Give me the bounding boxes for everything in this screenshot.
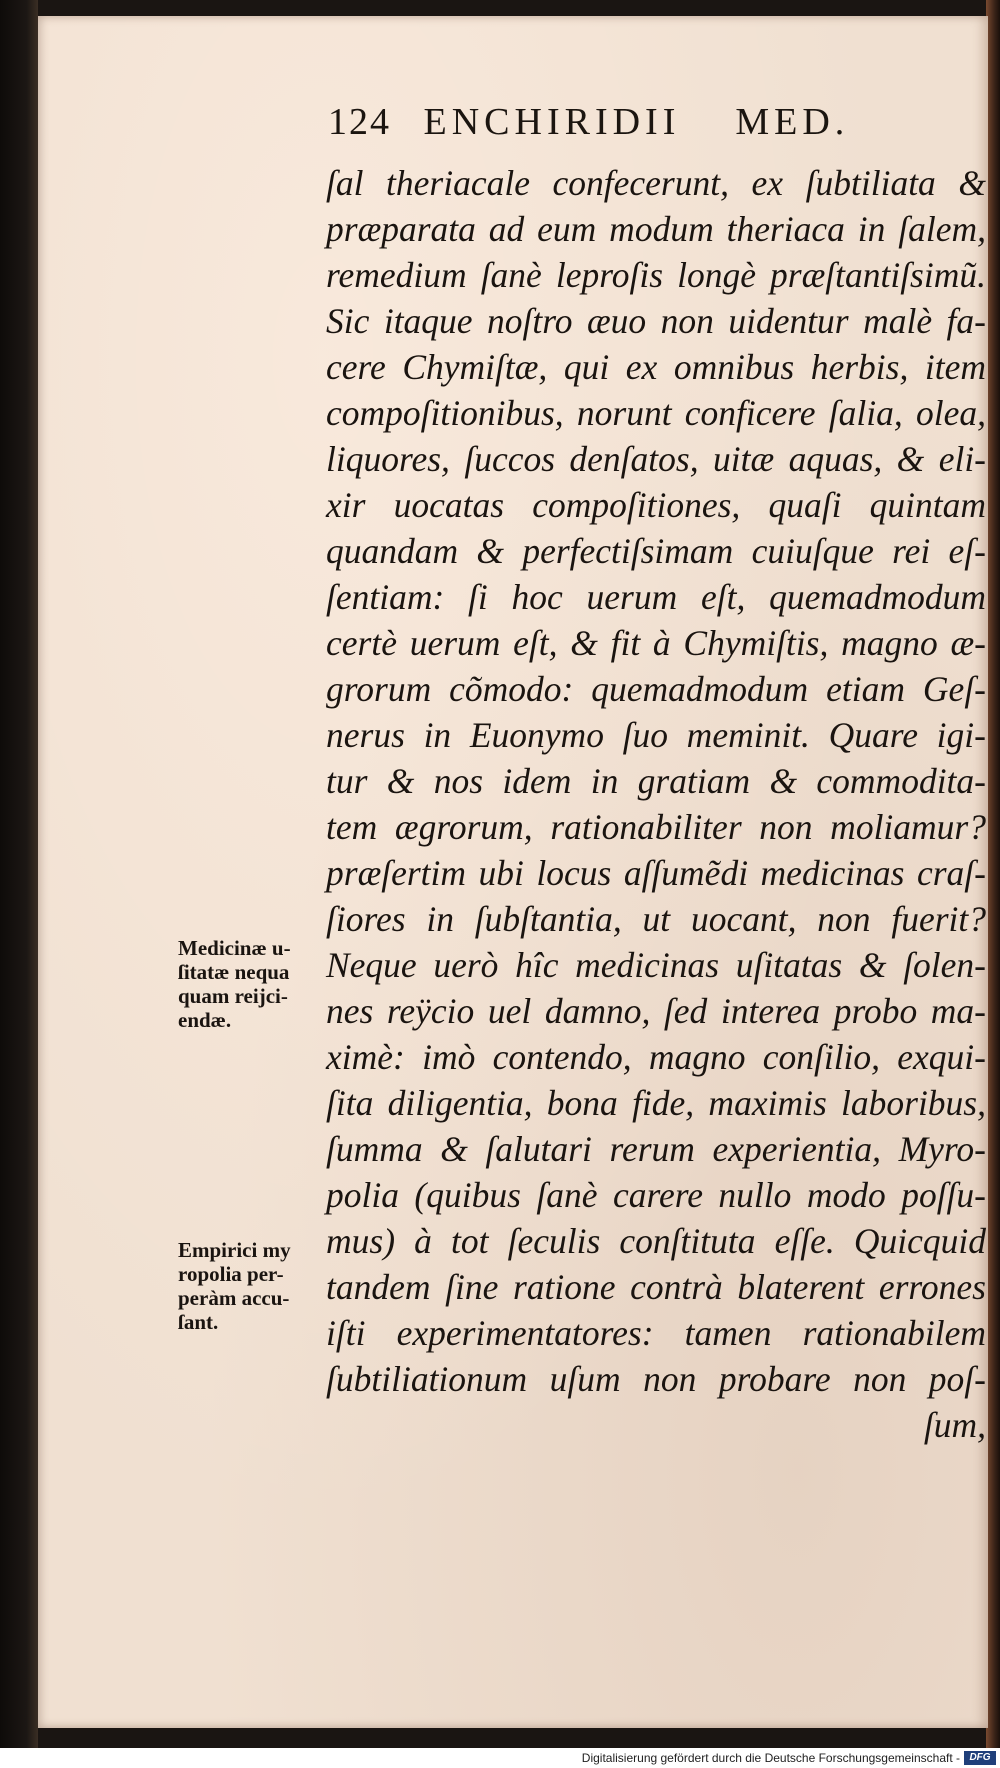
text-line: remedium ſanè leproſis longè præſtantiſsimũ. (326, 255, 986, 295)
text-line: tem ægrorum, rationabiliter non moliamur? (326, 807, 986, 847)
text-line: ſumma & ſalutari rerum experientia, Myro- (326, 1129, 986, 1169)
marginal-note-2 (178, 1238, 328, 1334)
book-edge-right (986, 0, 1000, 1768)
dfg-logo: DFG (964, 1751, 996, 1765)
text-line: ſubtiliationum uſum non probare non poſ- (326, 1359, 986, 1399)
text-line: iſti experimentatores: tamen rationabilem (326, 1313, 986, 1353)
marginal-note-line: quam reijci- (178, 984, 288, 1008)
running-title-2: MED. (735, 101, 850, 143)
marginal-note-line: Empirici my (178, 1238, 291, 1262)
text-line: ſum, (923, 1405, 986, 1445)
text-line: mus) à tot ſeculis conſtituta eſſe. Quicquid (326, 1221, 986, 1261)
book-edge-left (0, 0, 38, 1768)
text-line: nes reÿcio uel damno, ſed interea probo ma- (326, 991, 986, 1031)
text-line: ſita diligentia, bona fide, maximis laboribus, (326, 1083, 986, 1123)
running-head (328, 100, 849, 144)
text-line: ſal theriacale confecerunt, ex ſubtiliata & (326, 163, 986, 203)
marginal-note-line: ſitatæ nequa (178, 960, 290, 984)
text-line: nerus in Euonymo ſuo meminit. Quare igi- (326, 715, 986, 755)
marginal-note-line: ropolia per- (178, 1262, 284, 1286)
text-line: præſertim ubi locus aſſumẽdi medicinas craſ- (326, 853, 986, 893)
marginal-note-line: endæ. (178, 1008, 232, 1032)
text-line: certè uerum eſt, & fit à Chymiſtis, magno æ- (326, 623, 986, 663)
text-line: tandem ſine ratione contrà blaterent errones (326, 1267, 986, 1307)
footer-credit: Digitalisierung gefördert durch die Deutsche Forschungsgemeinschaft - (581, 1751, 960, 1765)
marginal-note-line: Medicinæ u- (178, 936, 291, 960)
text-line: quandam & perfectiſsimam cuiuſque rei eſ- (326, 531, 986, 571)
marginal-note-line: peràm accu- (178, 1286, 290, 1310)
text-line: ſiores in ſubſtantia, ut uocant, non fuerit? (326, 899, 986, 939)
marginal-note-1 (178, 936, 328, 1032)
page-number: 124 (328, 101, 391, 143)
footer-bar (0, 1748, 1000, 1768)
text-line: cere Chymiſtæ, qui ex omnibus herbis, item (326, 347, 986, 387)
text-line: compoſitionibus, norunt conficere ſalia, olea, (326, 393, 986, 433)
text-line: xir uocatas compoſitiones, quaſi quintam (326, 485, 986, 525)
text-line: grorum cõmodo: quemadmodum etiam Geſ- (326, 669, 986, 709)
text-line: Sic itaque noſtro æuo non uidentur malè fa- (326, 301, 986, 341)
book-page (38, 16, 988, 1728)
text-line: præparata ad eum modum theriaca in ſalem, (326, 209, 986, 249)
text-line: Neque uerò hîc medicinas uſitatas & ſolen- (326, 945, 986, 985)
text-line: polia (quibus ſanè carere nullo modo poſſu- (326, 1175, 986, 1215)
text-line: liquores, ſuccos denſatos, uitæ aquas, & eli- (326, 439, 986, 479)
text-line: tur & nos idem in gratiam & commodita- (326, 761, 986, 801)
text-line: ximè: imò contendo, magno conſilio, exqui- (326, 1037, 986, 1077)
running-title: ENCHIRIDII (423, 101, 681, 143)
text-line: ſentiam: ſi hoc uerum eſt, quemadmodum (326, 577, 986, 617)
marginal-note-line: ſant. (178, 1310, 219, 1334)
body-text (326, 160, 986, 1448)
